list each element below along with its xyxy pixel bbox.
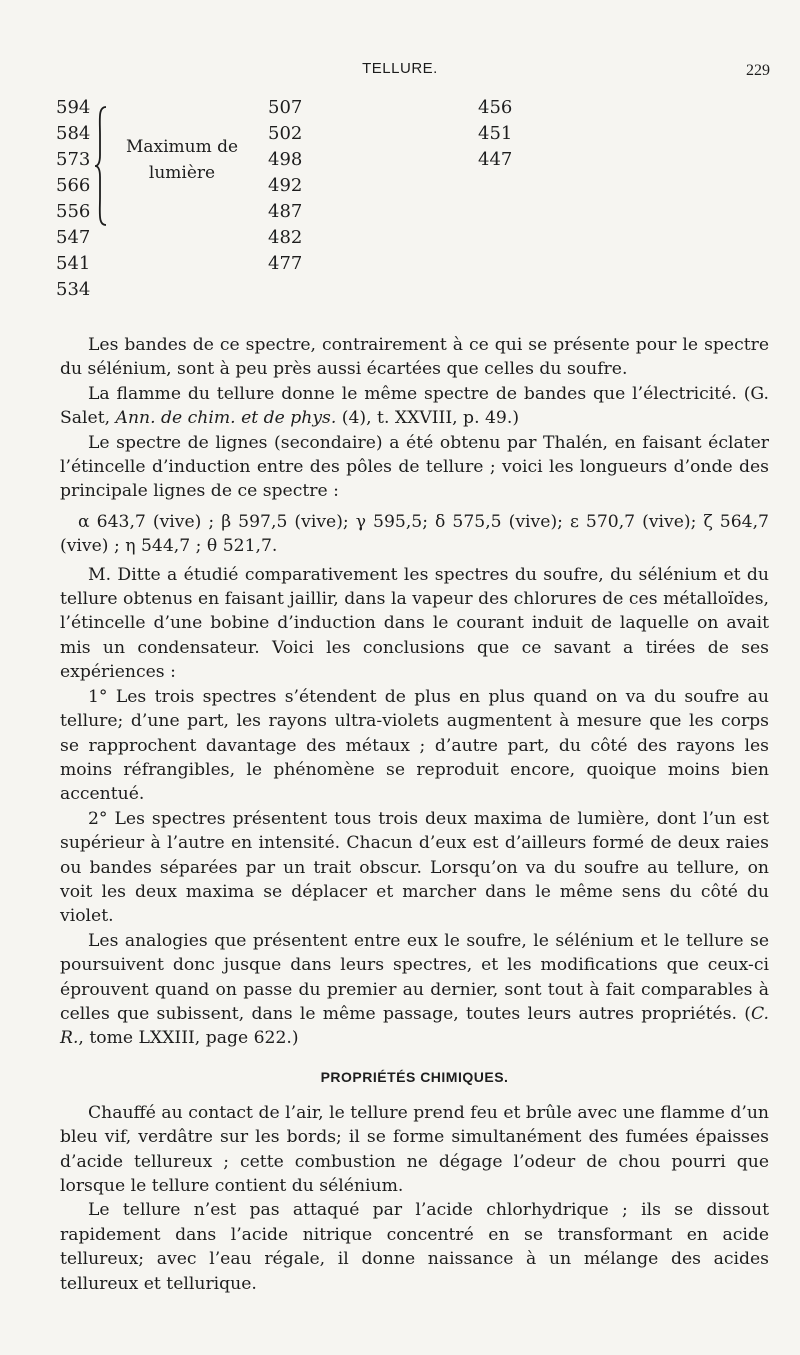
wavelength-cell: 594 bbox=[56, 97, 91, 118]
maximum-label-line2: lumière bbox=[148, 163, 216, 183]
wavelength-cell: 456 bbox=[478, 97, 513, 118]
wavelength-cell: 498 bbox=[268, 149, 303, 170]
wavelength-cell: 573 bbox=[56, 149, 91, 170]
wavelength-cell: 584 bbox=[56, 123, 91, 144]
wavelength-cell: 566 bbox=[56, 175, 91, 196]
section-heading: PROPRIÉTÉS CHIMIQUES. bbox=[320, 1068, 509, 1085]
paragraph: M. Ditte a étudié comparativement les spectres du soufre, du sélénium et du tellure obtenus en faisant jaillir, dans la vapeur des chlorures de ces métalloïdes, l’étincelle d’une bobine d’induction dans le courant induit de laquelle on avait mis un condensateur. Voici les conclusions que ce savant a tirées de ses expériences : bbox=[60, 564, 769, 683]
text-run: Les analogies que présentent entre eux le soufre, le sélénium et le tellure se poursuivent donc jusque dans leurs spectres, et les modifications que ceux-ci éprouvent quand on passe du premier au dernier, sont tout à fait comparables à celles que subissent, dans le même passage, toutes leurs autres propriétés. ( bbox=[60, 930, 769, 1024]
wavelength-cell: 541 bbox=[56, 253, 91, 274]
wavelength-cell: 534 bbox=[56, 279, 91, 300]
paragraph: 2° Les spectres présentent tous trois deux maxima de lumière, dont l’un est supérieur à l’autre en intensité. Chacun d’eux est d’ailleurs formé de deux raies ou bandes séparées par un trait obscur. Lorsqu’on va du soufre au tellure, on voit les deux maxima se déplacer et marcher dans le même sens du côté du violet. bbox=[60, 808, 769, 927]
wavelength-cell: 507 bbox=[268, 97, 303, 118]
wavelength-cell: 477 bbox=[268, 253, 303, 274]
wavelength-cell: 556 bbox=[56, 201, 91, 222]
page-number: 229 bbox=[746, 62, 770, 79]
text-run: , tome LXXIII, page 622.) bbox=[78, 1028, 299, 1049]
wavelength-cell: 492 bbox=[268, 175, 303, 196]
paragraph: Les bandes de ce spectre, contrairement à ce qui se présente pour le spectre du sélénium, sont à peu près aussi écartées que celles du soufre. bbox=[60, 335, 769, 380]
text-run: (4), t. XXVIII, p. 49.) bbox=[336, 408, 520, 429]
wavelength-cell: 447 bbox=[478, 149, 513, 170]
maximum-label-line1: Maximum de bbox=[125, 137, 239, 157]
table-row bbox=[0, 277, 800, 303]
curly-brace bbox=[94, 105, 112, 227]
wavelength-cell: 547 bbox=[56, 227, 91, 248]
wavelength-cell: 502 bbox=[268, 123, 303, 144]
paragraph: Chauffé au contact de l’air, le tellure prend feu et brûle avec une flamme d’un bleu vif, verdâtre sur les bords; il se forme simultanément des fumées épaisses d’acide tellureux ; cette combustion ne dégage l’odeur de chou pourri que lorsque le tellure contient du sélénium. bbox=[60, 1102, 769, 1196]
text-run: La flamme du tellure donne le même spectre de bandes que l’électricité. (G. Salet, bbox=[60, 383, 769, 429]
table-row bbox=[0, 225, 800, 251]
paragraph bbox=[60, 929, 769, 1051]
wavelength-cell: 487 bbox=[268, 201, 303, 222]
table-row bbox=[0, 251, 800, 277]
wavelength-table bbox=[0, 95, 800, 310]
paragraph: Le tellure n’est pas attaqué par l’acide chlorhydrique ; ils se dissout rapidement dans l’acide nitrique concentré en se transformant en acide tellureux; avec l’eau régale, il donne naissance à un mélange des acides tellureux et tellurique. bbox=[60, 1200, 769, 1294]
paragraph: Le spectre de lignes (secondaire) a été obtenu par Thalén, en faisant éclater l’étincelle d’induction entre des pôles de tellure ; voici les longueurs d’onde des principale lignes de ce spectre : bbox=[60, 432, 769, 502]
paragraph bbox=[60, 382, 769, 431]
wavelength-cell: 482 bbox=[268, 227, 303, 248]
citation: C. R. bbox=[60, 1003, 769, 1049]
paragraph: 1° Les trois spectres s’étendent de plus en plus quand on va du soufre au tellure; d’une part, les rayons ultra-violets augmentent à mesure que les corps se rapprochent davantage des métaux ; d’autre part, du côté des rayons les moins réfrangibles, le phénomène se reproduit encore, quoique moins bien accentué. bbox=[60, 686, 769, 805]
body-text bbox=[60, 333, 769, 1296]
journal-title: Ann. de chim. et de phys. bbox=[115, 408, 337, 429]
wavelength-cell: 451 bbox=[478, 123, 513, 144]
running-header bbox=[0, 60, 800, 84]
running-title: TELLURE. bbox=[362, 60, 438, 77]
table-row bbox=[0, 199, 800, 225]
table-row bbox=[0, 95, 800, 121]
line-list: α 643,7 (vive) ; β 597,5 (vive); γ 595,5; δ 575,5 (vive); ε 570,7 (vive); ζ 564,7 (vive) ; η 544,7 ; θ 521,7. bbox=[60, 511, 769, 557]
